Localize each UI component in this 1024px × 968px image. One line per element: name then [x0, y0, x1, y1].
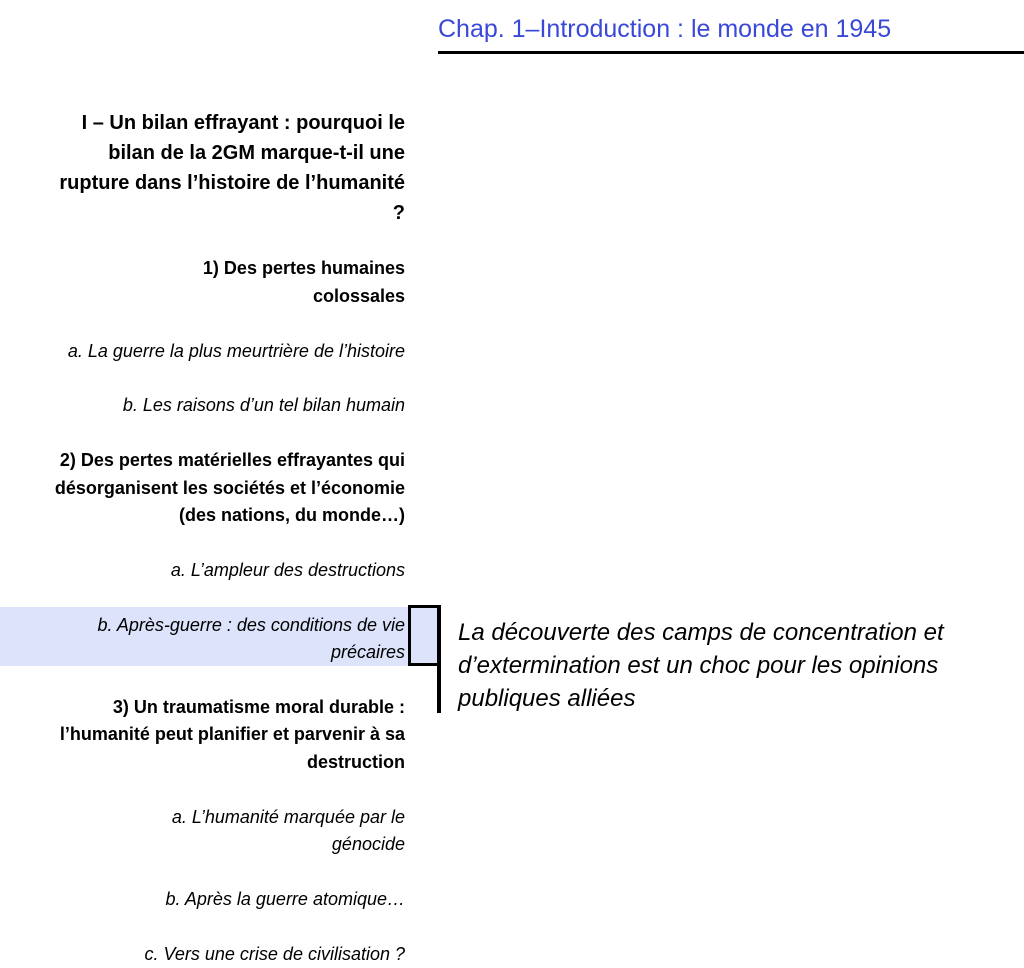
- section1-item-a-text: a. La guerre la plus meurtrière de l’histoire: [67, 340, 405, 361]
- section3-item-b-text: b. Après la guerre atomique…: [165, 888, 405, 909]
- bracket-vertical: [437, 605, 441, 713]
- outline: [0, 78, 405, 968]
- section3-item-a: [0, 776, 405, 858]
- title-underline: [438, 51, 1024, 54]
- outline-heading: [0, 78, 405, 228]
- section2-item-a: [0, 529, 405, 584]
- section3-item-b: [0, 858, 405, 913]
- section2-title-text: 2) Des pertes matérielles effrayantes qui désorganisent les sociétés et l’économie (des nations, du monde…): [54, 450, 405, 526]
- bracket-outer-left: [408, 605, 411, 666]
- section2-item-b: [0, 584, 405, 666]
- section2-title: [0, 420, 405, 530]
- section1-title: [0, 228, 405, 310]
- section1-item-b: [0, 365, 405, 420]
- section3-item-c-text: c. Vers une crise de civilisation ?: [144, 943, 405, 964]
- section3-title-text: 3) Un traumatisme moral durable : l’humanité peut planifier et parvenir à sa destruction: [59, 696, 405, 772]
- outline-heading-text: I – Un bilan effrayant : pourquoi le bilan de la 2GM marque-t-il une rupture dans l’histoire de l’humanité ?: [59, 112, 405, 224]
- section2-item-b-text: b. Après-guerre : des conditions de vie précaires: [97, 614, 405, 663]
- callout-note: La découverte des camps de concentration et d’extermination est un choc pour les opinions publiques alliées: [458, 619, 944, 712]
- section2-item-a-text: a. L’ampleur des destructions: [170, 559, 405, 580]
- section3-item-a-text: a. L’humanité marquée par le génocide: [171, 806, 405, 854]
- section3-title: [0, 667, 405, 777]
- slide-title: Chap. 1–Introduction : le monde en 1945: [438, 15, 892, 43]
- section1-item-b-text: b. Les raisons d’un tel bilan humain: [122, 395, 405, 416]
- section1-item-a: [0, 310, 405, 365]
- section3-item-c: [0, 913, 405, 968]
- section1-title-text: 1) Des pertes humaines colossales: [202, 258, 405, 306]
